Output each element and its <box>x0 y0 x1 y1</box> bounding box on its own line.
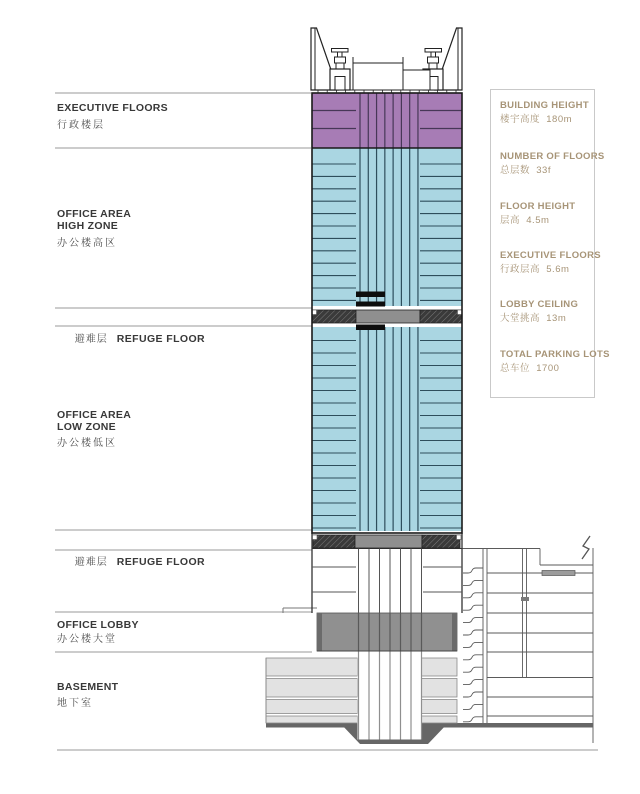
stat-executive-floors-value: 行政层高 5.6m <box>500 264 570 275</box>
label-low-zone-zh: 办公楼低区 <box>57 438 117 449</box>
podium-annex-ramps <box>462 536 593 743</box>
label-basement-zh: 地下室 <box>57 698 93 709</box>
stat-floor-height-value: 层高 4.5m <box>500 215 550 226</box>
label-refuge1-en: REFUGE FLOOR <box>116 333 205 345</box>
label-refuge-floor-1 <box>57 311 205 365</box>
tower-shaft <box>312 93 462 548</box>
label-refuge-floor-2 <box>57 534 205 588</box>
label-refuge2-zh: 避难层 <box>74 557 108 568</box>
label-executive-floors-zh: 行政楼层 <box>57 120 105 131</box>
stat-number-of-floors: NUMBER OF FLOORS <box>500 151 605 162</box>
label-office-lobby: OFFICE LOBBY <box>57 619 139 631</box>
stat-building-height: BUILDING HEIGHT <box>500 100 589 111</box>
stat-total-parking: TOTAL PARKING LOTS <box>500 349 610 360</box>
label-refuge1-zh: 避难层 <box>74 334 108 345</box>
label-executive-floors: EXECUTIVE FLOORS <box>57 102 168 114</box>
label-low-zone: LOW ZONE <box>57 421 116 433</box>
label-high-zone-zh: 办公楼高区 <box>57 238 117 249</box>
stat-building-height-value: 楼宇高度 180m <box>500 114 573 125</box>
foundation-and-pit <box>266 723 593 744</box>
label-high-zone: HIGH ZONE <box>57 220 119 232</box>
stat-lobby-ceiling: LOBBY CEILING <box>500 299 579 310</box>
tower-crown <box>311 28 462 93</box>
label-basement: BASEMENT <box>57 681 119 693</box>
label-office-area-low: OFFICE AREA <box>57 409 132 421</box>
label-office-area-high: OFFICE AREA <box>57 208 132 220</box>
stat-lobby-ceiling-value: 大堂挑高 13m <box>500 313 567 324</box>
label-refuge2-en: REFUGE FLOOR <box>116 556 205 568</box>
stat-floor-height: FLOOR HEIGHT <box>500 201 576 212</box>
stat-executive-floors: EXECUTIVE FLOORS <box>500 250 601 261</box>
label-office-lobby-zh: 办公楼大堂 <box>57 634 117 645</box>
office-lobby-block <box>317 613 457 651</box>
stat-number-of-floors-value: 总层数 33f <box>500 165 551 176</box>
stat-total-parking-value: 总车位 1700 <box>500 363 560 374</box>
